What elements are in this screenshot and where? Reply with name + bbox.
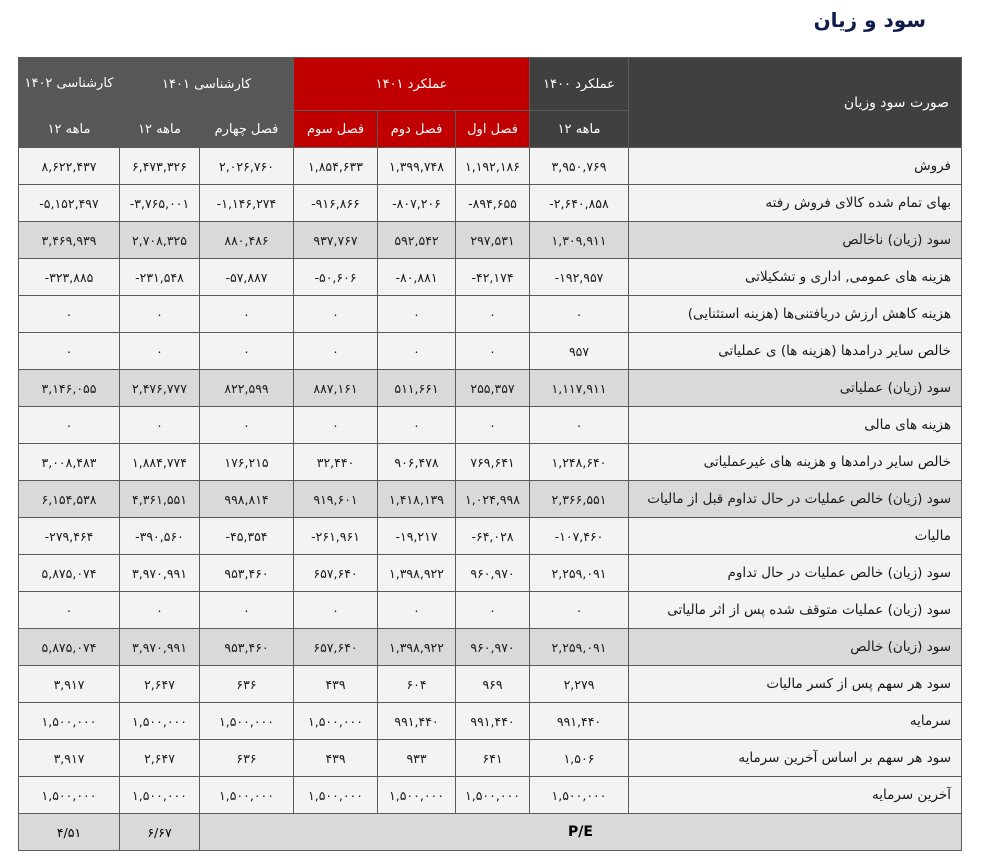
row-label: سود (زیان) خالص عملیات در حال تداوم [629,555,962,592]
cell-e1402: ۶,۱۵۴,۵۳۸ [19,481,120,518]
cell-q1: ۲۹۷,۵۳۱ [456,222,530,259]
cell-q1: ۰ [456,296,530,333]
cell-q4: ۹۹۸,۸۱۴ [200,481,294,518]
cell-q3: ۶۵۷,۶۴۰ [294,555,378,592]
cell-a1400: ۰ [530,296,629,333]
subheader-q3: فصل سوم [294,111,378,148]
cell-e1402: ۸,۶۲۲,۴۳۷ [19,148,120,185]
cell-e1402: ۱,۵۰۰,۰۰۰ [19,777,120,814]
table-row [19,407,962,444]
cell-a1400: ۲,۳۶۶,۵۵۱ [530,481,629,518]
cell-q1: ۰ [456,333,530,370]
cell-q2: ۰ [378,333,456,370]
row-label: سود (زیان) ناخالص [629,222,962,259]
cell-q4: ۶۳۶ [200,740,294,777]
cell-q4: ۰ [200,592,294,629]
cell-q1: ۲۵۵,۳۵۷ [456,370,530,407]
cell-e1401: ۲,۶۴۷ [120,740,200,777]
cell-q2: ۶۰۴ [378,666,456,703]
page-title: سود و زیان [813,8,926,32]
cell-e1401: ۱,۵۰۰,۰۰۰ [120,777,200,814]
row-label: سود هر سهم بر اساس آخرین سرمایه [629,740,962,777]
cell-q3: -۹۱۶,۸۶۶ [294,185,378,222]
cell-a1400: ۱,۵۰۰,۰۰۰ [530,777,629,814]
cell-q4: ۱,۵۰۰,۰۰۰ [200,777,294,814]
cell-q2: ۱,۵۰۰,۰۰۰ [378,777,456,814]
cell-a1400: ۹۵۷ [530,333,629,370]
cell-q3: ۳۲,۴۴۰ [294,444,378,481]
cell-e1402: -۵,۱۵۲,۴۹۷ [19,185,120,222]
cell-q1: ۹۶۹ [456,666,530,703]
cell-e1401: ۲,۴۷۶,۷۷۷ [120,370,200,407]
cell-a1400: ۲,۲۷۹ [530,666,629,703]
row-label: خالص سایر درامدها (هزینه ها) ی عملیاتی [629,333,962,370]
cell-q2: -۸۰,۸۸۱ [378,259,456,296]
cell-q2: ۰ [378,296,456,333]
pe-row [19,814,962,851]
row-label: سود (زیان) خالص [629,629,962,666]
cell-a1400: -۱۹۲,۹۵۷ [530,259,629,296]
cell-q4: ۱۷۶,۲۱۵ [200,444,294,481]
cell-q2: ۰ [378,592,456,629]
cell-q1: ۹۹۱,۴۴۰ [456,703,530,740]
row-label: سود (زیان) عملیات متوقف شده پس از اثر مالیاتی [629,592,962,629]
header-actual-1401: عملکرد ۱۴۰۱ [294,58,530,111]
cell-a1400: ۱,۱۱۷,۹۱۱ [530,370,629,407]
table-row [19,666,962,703]
cell-e1401: ۰ [120,592,200,629]
pe-estimate-1402: ۴/۵۱ [19,814,120,851]
cell-e1401: ۳,۹۷۰,۹۹۱ [120,555,200,592]
cell-e1402: ۳,۱۴۶,۰۵۵ [19,370,120,407]
subheader-estimate-1401-12m: ۱۲ ماهه [120,111,200,148]
cell-e1401: ۲,۷۰۸,۳۲۵ [120,222,200,259]
profit-loss-table [18,57,962,851]
cell-e1401: ۰ [120,333,200,370]
cell-q1: ۹۶۰,۹۷۰ [456,555,530,592]
cell-a1400: ۹۹۱,۴۴۰ [530,703,629,740]
cell-e1402: ۳,۹۱۷ [19,740,120,777]
cell-q1: ۰ [456,592,530,629]
pe-estimate-1401: ۶/۶۷ [120,814,200,851]
cell-e1401: ۰ [120,407,200,444]
row-label: سود (زیان) خالص عملیات در حال تداوم قبل از مالیات [629,481,962,518]
cell-q1: ۶۴۱ [456,740,530,777]
cell-a1400: ۲,۲۵۹,۰۹۱ [530,629,629,666]
cell-e1401: ۶,۴۷۳,۳۲۶ [120,148,200,185]
cell-e1402: ۰ [19,407,120,444]
table-row [19,296,962,333]
cell-e1401: ۴,۳۶۱,۵۵۱ [120,481,200,518]
row-label: سود هر سهم پس از کسر مالیات [629,666,962,703]
cell-q1: ۱,۱۹۲,۱۸۶ [456,148,530,185]
cell-q4: ۰ [200,333,294,370]
cell-e1402: ۳,۰۰۸,۴۸۳ [19,444,120,481]
subheader-actual-1400-12m: ۱۲ ماهه [530,111,629,148]
cell-q4: ۰ [200,296,294,333]
cell-a1400: ۲,۲۵۹,۰۹۱ [530,555,629,592]
cell-q3: -۲۶۱,۹۶۱ [294,518,378,555]
cell-e1401: ۳,۹۷۰,۹۹۱ [120,629,200,666]
cell-e1401: -۲۳۱,۵۴۸ [120,259,200,296]
subheader-q4: فصل چهارم [200,111,294,148]
cell-a1400: ۰ [530,407,629,444]
cell-q2: ۱,۳۹۸,۹۲۲ [378,555,456,592]
row-label: مالیات [629,518,962,555]
subheader-q2: فصل دوم [378,111,456,148]
table-row [19,629,962,666]
cell-a1400: ۱,۳۰۹,۹۱۱ [530,222,629,259]
row-label: هزینه های مالی [629,407,962,444]
cell-q3: ۱,۸۵۴,۶۳۳ [294,148,378,185]
cell-a1400: ۱,۲۴۸,۶۴۰ [530,444,629,481]
cell-q4: ۱,۵۰۰,۰۰۰ [200,703,294,740]
cell-q3: ۹۱۹,۶۰۱ [294,481,378,518]
cell-e1401: ۲,۶۴۷ [120,666,200,703]
cell-q4: ۲,۰۲۶,۷۶۰ [200,148,294,185]
row-label: هزینه کاهش ارزش دریافتنی‌ها (هزینه استثنایی) [629,296,962,333]
cell-a1400: -۱۰۷,۴۶۰ [530,518,629,555]
table-row [19,370,962,407]
cell-q1: -۶۴,۰۲۸ [456,518,530,555]
cell-e1401: ۰ [120,296,200,333]
cell-q2: ۵۱۱,۶۶۱ [378,370,456,407]
table-row [19,518,962,555]
cell-a1400: ۰ [530,592,629,629]
cell-q2: ۱,۳۹۹,۷۴۸ [378,148,456,185]
pe-label: P/E [200,814,962,851]
subheader-q1: فصل اول [456,111,530,148]
cell-e1402: ۳,۴۶۹,۹۳۹ [19,222,120,259]
cell-q3: ۶۵۷,۶۴۰ [294,629,378,666]
cell-e1402: -۲۷۹,۴۶۴ [19,518,120,555]
cell-e1401: ۱,۵۰۰,۰۰۰ [120,703,200,740]
table-row [19,148,962,185]
cell-e1402: ۵,۸۷۵,۰۷۴ [19,555,120,592]
row-label: خالص سایر درامدها و هزینه های غیرعملیاتی [629,444,962,481]
cell-q2: ۹۳۳ [378,740,456,777]
cell-q4: -۴۵,۳۵۴ [200,518,294,555]
cell-q4: ۸۲۲,۵۹۹ [200,370,294,407]
header-row-groups [19,58,962,111]
header-actual-1400: عملکرد ۱۴۰۰ [530,58,629,111]
cell-q3: ۹۳۷,۷۶۷ [294,222,378,259]
cell-q2: ۱,۴۱۸,۱۳۹ [378,481,456,518]
cell-q1: ۰ [456,407,530,444]
cell-q3: ۰ [294,296,378,333]
row-label: فروش [629,148,962,185]
table-row [19,185,962,222]
cell-q1: ۱,۰۲۴,۹۹۸ [456,481,530,518]
cell-e1402: ۰ [19,333,120,370]
table-row [19,222,962,259]
cell-e1401: ۱,۸۸۴,۷۷۴ [120,444,200,481]
row-label: بهای تمام شده کالای فروش رفته [629,185,962,222]
cell-e1402: ۰ [19,296,120,333]
row-label: سود (زیان) عملیاتی [629,370,962,407]
cell-q3: ۴۳۹ [294,740,378,777]
table-row [19,444,962,481]
cell-q2: ۹۹۱,۴۴۰ [378,703,456,740]
cell-q4: ۶۳۶ [200,666,294,703]
cell-q3: ۰ [294,333,378,370]
cell-q3: ۱,۵۰۰,۰۰۰ [294,703,378,740]
cell-a1400: ۳,۹۵۰,۷۶۹ [530,148,629,185]
cell-e1402: -۳۲۳,۸۸۵ [19,259,120,296]
cell-q4: -۵۷,۸۸۷ [200,259,294,296]
cell-q2: ۹۰۶,۴۷۸ [378,444,456,481]
cell-e1402: ۱,۵۰۰,۰۰۰ [19,703,120,740]
table-row [19,740,962,777]
cell-q2: -۱۹,۲۱۷ [378,518,456,555]
header-estimate-1401: کارشناسی ۱۴۰۱ [120,58,294,111]
table-row [19,703,962,740]
table-row [19,777,962,814]
cell-q4: -۱,۱۴۶,۲۷۴ [200,185,294,222]
cell-q4: ۰ [200,407,294,444]
cell-q3: ۰ [294,407,378,444]
cell-q2: ۰ [378,407,456,444]
table-row [19,481,962,518]
row-label: آخرین سرمایه [629,777,962,814]
header-estimate-1402: کارشناسی ۱۴۰۲ [19,58,120,111]
table-row [19,555,962,592]
cell-q3: -۵۰,۶۰۶ [294,259,378,296]
cell-e1401: -۳۹۰,۵۶۰ [120,518,200,555]
table-row [19,259,962,296]
cell-q4: ۹۵۳,۴۶۰ [200,629,294,666]
cell-q4: ۹۵۳,۴۶۰ [200,555,294,592]
row-label: هزینه های عمومی, اداری و تشکیلاتی [629,259,962,296]
subheader-estimate-1402-12m: ۱۲ ماهه [19,111,120,148]
cell-e1401: -۳,۷۶۵,۰۰۱ [120,185,200,222]
cell-e1402: ۵,۸۷۵,۰۷۴ [19,629,120,666]
cell-q2: -۸۰۷,۲۰۶ [378,185,456,222]
cell-q4: ۸۸۰,۴۸۶ [200,222,294,259]
cell-q2: ۵۹۲,۵۴۲ [378,222,456,259]
cell-q3: ۴۳۹ [294,666,378,703]
cell-a1400: -۲,۶۴۰,۸۵۸ [530,185,629,222]
cell-q2: ۱,۳۹۸,۹۲۲ [378,629,456,666]
cell-e1402: ۰ [19,592,120,629]
table-body [19,148,962,814]
cell-q3: ۰ [294,592,378,629]
cell-q3: ۱,۵۰۰,۰۰۰ [294,777,378,814]
cell-q1: ۷۶۹,۶۴۱ [456,444,530,481]
table-row [19,333,962,370]
table-row [19,592,962,629]
cell-q1: ۹۶۰,۹۷۰ [456,629,530,666]
cell-q3: ۸۸۷,۱۶۱ [294,370,378,407]
row-label: سرمایه [629,703,962,740]
cell-q1: -۸۹۴,۶۵۵ [456,185,530,222]
header-corner-label: صورت سود وزیان [629,58,962,148]
cell-q1: ۱,۵۰۰,۰۰۰ [456,777,530,814]
cell-q1: -۴۲,۱۷۴ [456,259,530,296]
cell-a1400: ۱,۵۰۶ [530,740,629,777]
cell-e1402: ۳,۹۱۷ [19,666,120,703]
